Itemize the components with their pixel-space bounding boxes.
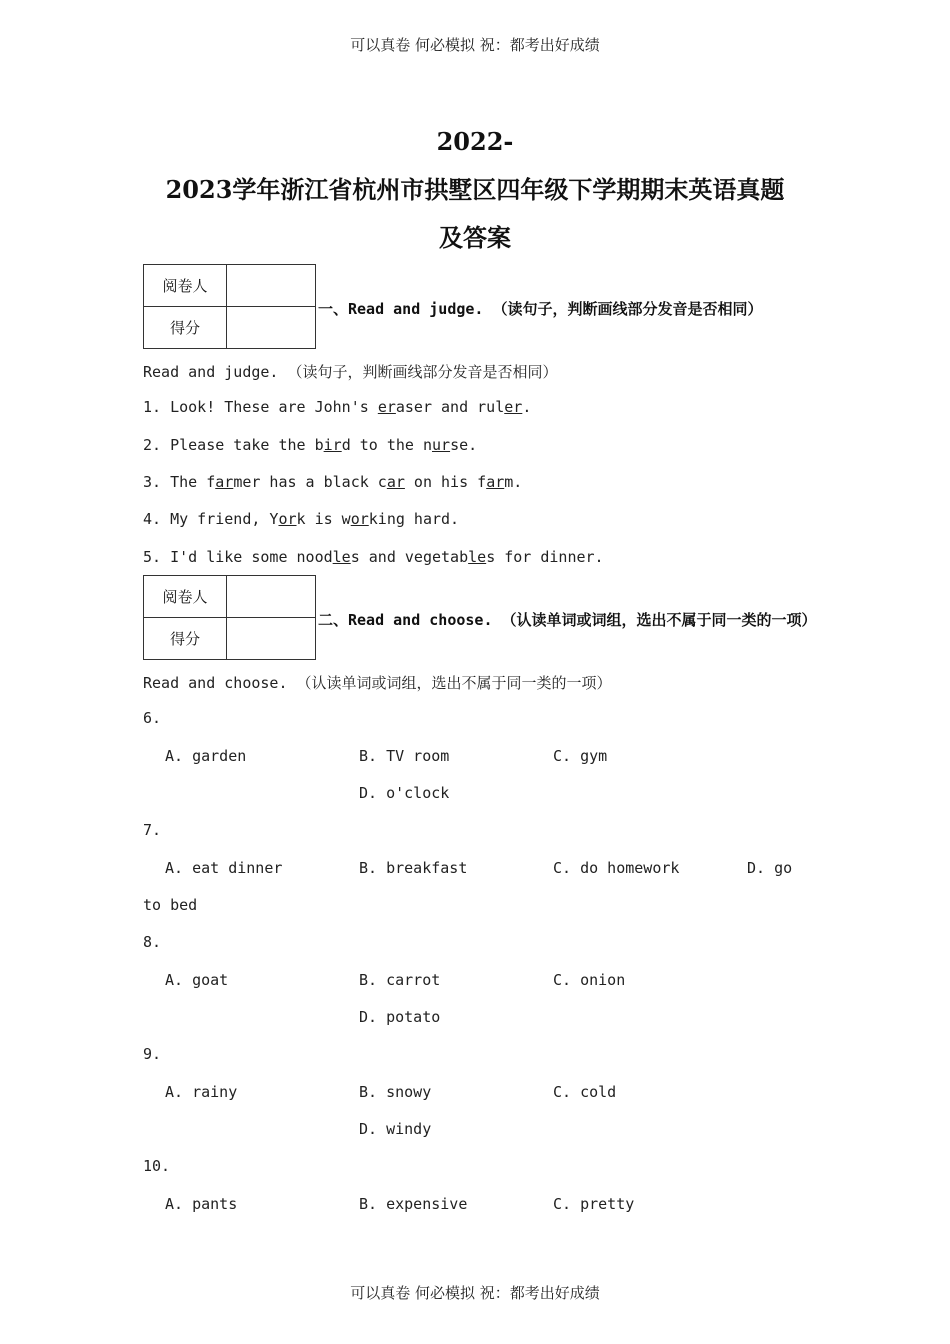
reviewer-label: 阅卷人 [144, 265, 227, 307]
section-2-instruction: Read and choose. （认读单词或词组，选出不属于同一类的一项） [143, 674, 612, 692]
score-label: 得分 [144, 307, 227, 349]
page-footer: 可以真卷 何必模拟 祝：都考出好成绩 [350, 1284, 600, 1302]
reviewer-cell[interactable] [227, 576, 316, 618]
question-1: 1. Look! These are John's eraser and ruler. [143, 398, 532, 416]
section-1-heading: 一、Read and judge. （读句子，判断画线部分发音是否相同） [318, 300, 763, 318]
question-9-number: 9. [143, 1045, 162, 1063]
q7-option-b: B. breakfast [359, 859, 468, 877]
section-2-heading: 二、Read and choose. （认读单词或词组，选出不属于同一类的一项） [318, 611, 817, 629]
question-3: 3. The farmer has a black car on his farm. [143, 473, 523, 491]
q7-option-d-continued: to bed [143, 896, 198, 914]
q8-option-b: B. carrot [359, 971, 441, 989]
q6-option-d: D. o'clock [359, 784, 450, 802]
grading-box-2 [143, 575, 316, 660]
doc-title-line-1: 2022- [436, 127, 514, 156]
q10-option-c: C. pretty [553, 1195, 635, 1213]
q9-option-c: C. cold [553, 1083, 617, 1101]
reviewer-label: 阅卷人 [144, 576, 227, 618]
q6-option-a: A. garden [165, 747, 247, 765]
q8-option-d: D. potato [359, 1008, 441, 1026]
score-cell[interactable] [227, 618, 316, 660]
q9-option-a: A. rainy [165, 1083, 238, 1101]
q6-option-c: C. gym [553, 747, 608, 765]
question-7-number: 7. [143, 821, 162, 839]
reviewer-cell[interactable] [227, 265, 316, 307]
q7-option-c: C. do homework [553, 859, 680, 877]
score-cell[interactable] [227, 307, 316, 349]
question-4: 4. My friend, York is working hard. [143, 510, 460, 528]
q7-option-d: D. go [747, 859, 793, 877]
question-5: 5. I'd like some noodles and vegetables for dinner. [143, 548, 604, 566]
q8-option-c: C. onion [553, 971, 626, 989]
doc-title-line-2: 2023学年浙江省杭州市拱墅区四年级下学期期末英语真题 [165, 175, 785, 204]
question-8-number: 8. [143, 933, 162, 951]
grading-box-1 [143, 264, 316, 349]
q6-option-b: B. TV room [359, 747, 450, 765]
q9-option-d: D. windy [359, 1120, 432, 1138]
q8-option-a: A. goat [165, 971, 229, 989]
question-10-number: 10. [143, 1157, 171, 1175]
q9-option-b: B. snowy [359, 1083, 432, 1101]
score-label: 得分 [144, 618, 227, 660]
page-header: 可以真卷 何必模拟 祝：都考出好成绩 [350, 36, 600, 54]
doc-title-line-3: 及答案 [439, 223, 511, 252]
q10-option-a: A. pants [165, 1195, 238, 1213]
q7-option-a: A. eat dinner [165, 859, 283, 877]
question-2: 2. Please take the bird to the nurse. [143, 436, 478, 454]
q10-option-b: B. expensive [359, 1195, 468, 1213]
section-1-instruction: Read and judge. （读句子，判断画线部分发音是否相同） [143, 363, 558, 381]
question-6-number: 6. [143, 709, 162, 727]
